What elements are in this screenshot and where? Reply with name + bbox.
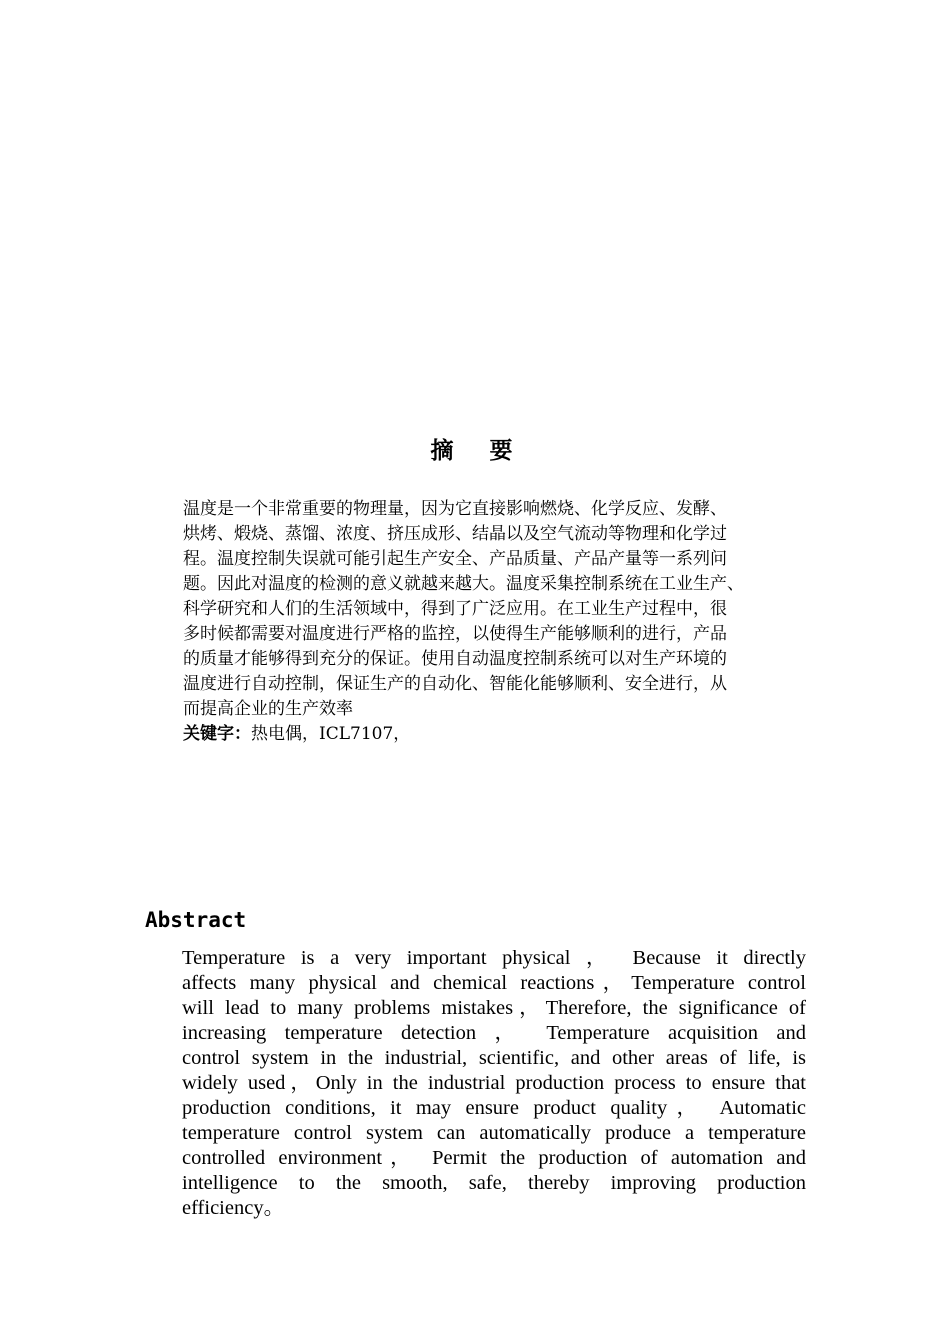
english-abstract-body [182,946,806,1221]
chinese-abstract-line: 而提高企业的生产效率 [183,699,353,719]
english-abstract-line: controlled environment， Permit the production of automation and [182,1147,806,1169]
chinese-abstract-line: 科学研究和人们的生活领域中，得到了广泛应用。在工业生产过程中，很 [183,599,727,619]
english-abstract-title: Abstract [145,908,247,932]
english-abstract-line: temperature control system can automatically produce a temperature [182,1122,806,1144]
chinese-abstract-body [183,497,823,747]
english-abstract-line: control system in the industrial, scientific, and other areas of life, is [182,1047,806,1069]
english-abstract-line: efficiency。 [182,1197,285,1219]
english-abstract-line: production conditions, it may ensure product quality， Automatic [182,1097,806,1119]
english-abstract-line: intelligence to the smooth, safe, thereby improving production [182,1172,806,1194]
chinese-abstract-line: 程。温度控制失误就可能引起生产安全、产品质量、产品产量等一系列问 [183,549,727,569]
english-abstract-line: Temperature is a very important physical ， Because it directly [182,947,806,969]
keywords-label: 关键字： [183,724,251,744]
chinese-abstract-line: 题。因此对温度的检测的意义就越来越大。温度采集控制系统在工业生产、 [183,574,744,594]
chinese-abstract-line: 温度进行自动控制，保证生产的自动化、智能化能够顺利、安全进行，从 [183,674,727,694]
keywords-line [183,722,823,747]
english-abstract-line: increasing temperature detection ， Temperature acquisition and [182,1022,806,1044]
chinese-abstract-line: 温度是一个非常重要的物理量，因为它直接影响燃烧、化学反应、发酵、 [183,499,727,519]
english-abstract-line: widely used，Only in the industrial production process to ensure that [182,1072,806,1094]
chinese-abstract-line: 的质量才能够得到充分的保证。使用自动温度控制系统可以对生产环境的 [183,649,727,669]
keywords-value: 热电偶，ICL7107， [251,724,411,744]
chinese-abstract-title: 摘 要 [430,438,527,464]
chinese-abstract-line: 烘烤、煅烧、蒸馏、浓度、挤压成形、结晶以及空气流动等物理和化学过 [183,524,727,544]
english-abstract-line: affects many physical and chemical reactions，Temperature control [182,972,806,994]
chinese-abstract-line: 多时候都需要对温度进行严格的监控，以使得生产能够顺利的进行，产品 [183,624,727,644]
english-abstract-line: will lead to many problems mistakes，Therefore, the significance of [182,997,806,1019]
